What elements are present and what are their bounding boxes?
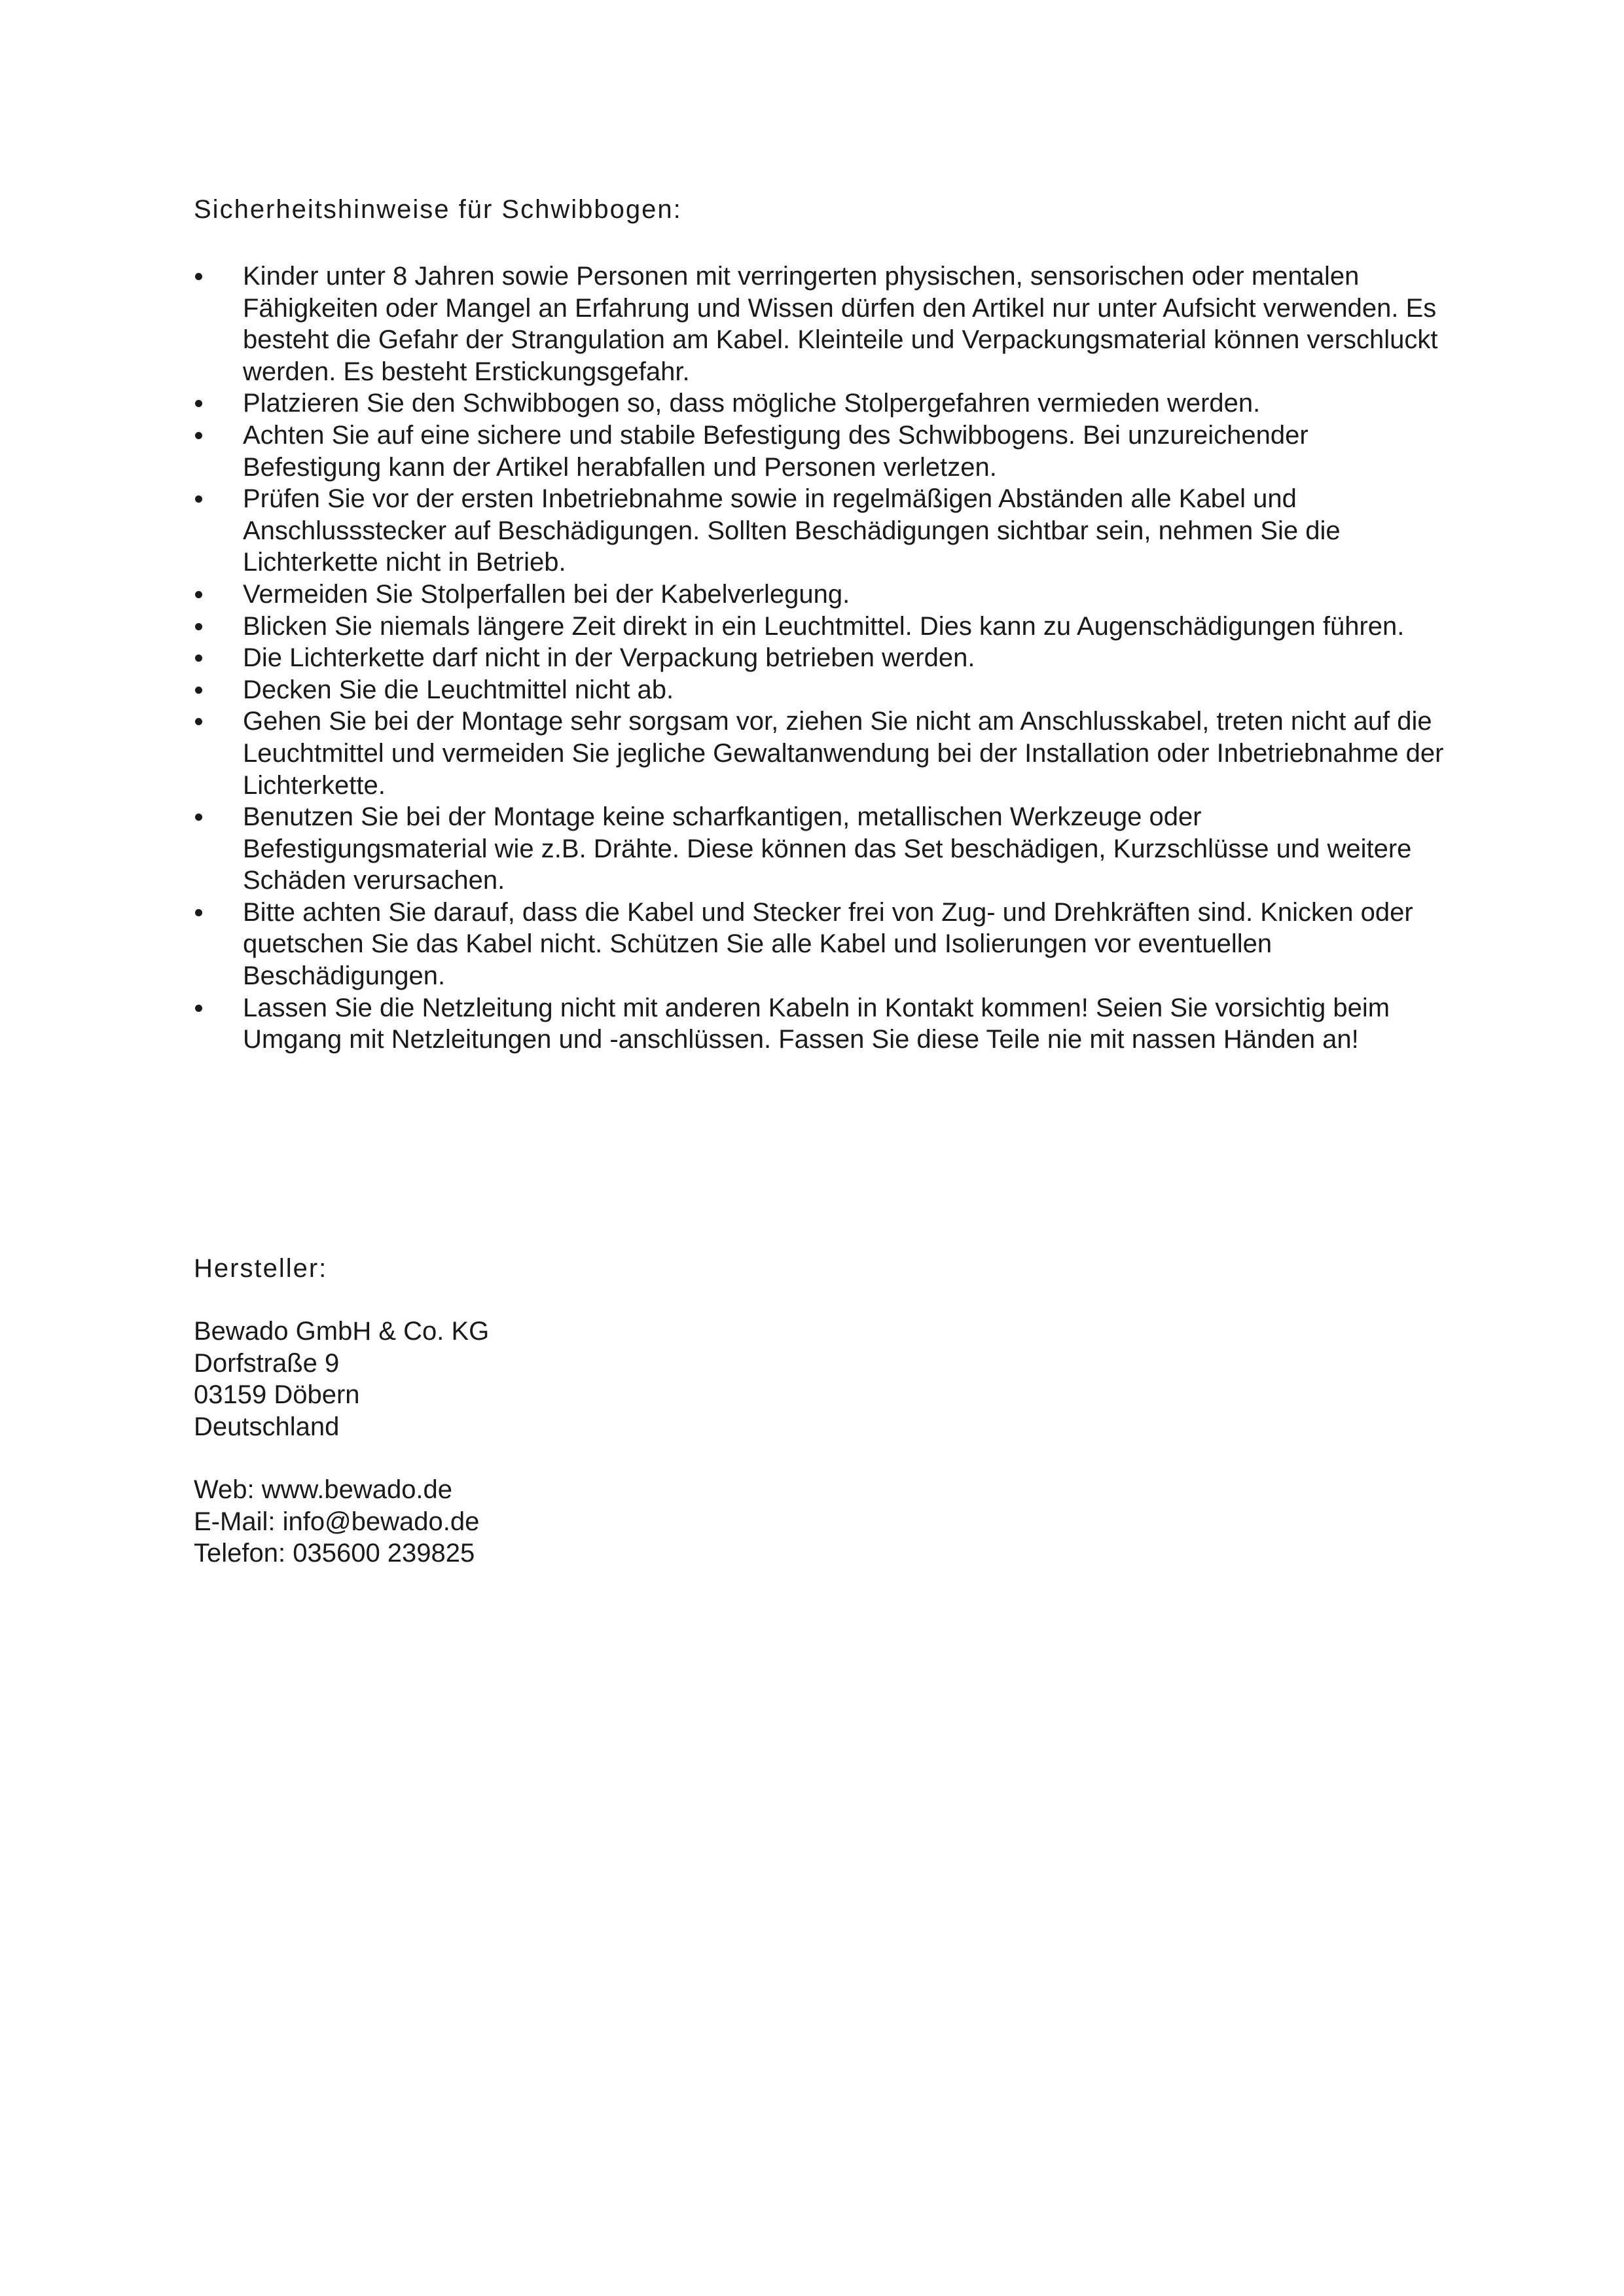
safety-list [194,260,1451,1056]
bullet-icon [195,814,202,821]
bullet-icon [195,623,202,630]
country: Deutschland [194,1412,340,1441]
list-item-text: Kinder unter 8 Jahren sowie Personen mit verringerten physischen, sensorischen oder mentalen Fähigkeiten oder Mangel an Erfahrung und Wissen dürfen den Artikel nur unter Aufsicht verwenden. Es besteht die Gefahr der Strangulation am Kabel. Kleinteile und Verpackungsmaterial können verschluckt werden. Es besteht Erstickungsgefahr. [243,262,1438,386]
list-item-text: Blicken Sie niemals längere Zeit direkt in ein Leuchtmittel. Dies kann zu Augenschädigungen führen. [243,611,1405,641]
bullet-icon [195,495,202,503]
list-item [194,801,1451,897]
list-item [194,706,1451,801]
phone-line: Telefon: 035600 239825 [194,1539,475,1568]
bullet-icon [195,1005,202,1012]
list-item [194,611,1451,643]
manufacturer-contact [194,1474,479,1570]
list-item [194,387,1451,420]
list-item-text: Die Lichterkette darf nicht in der Verpackung betrieben werden. [243,643,975,673]
list-item [194,260,1451,387]
postal-city: 03159 Döbern [194,1380,360,1410]
bullet-icon [195,591,202,598]
list-item [194,674,1451,706]
bullet-icon [195,909,202,916]
list-item-text: Prüfen Sie vor der ersten Inbetriebnahme sowie in regelmäßigen Abständen alle Kabel und Anschlussstecker auf Beschädigungen. Sollten Beschädigungen sichtbar sein, nehmen Sie die Lichterkette nicht in Betrieb. [243,484,1341,577]
bullet-icon [195,400,202,407]
list-item [194,483,1451,579]
list-item-text: Vermeiden Sie Stolperfallen bei der Kabelverlegung. [243,579,850,609]
list-item-text: Bitte achten Sie darauf, dass die Kabel und Stecker frei von Zug- und Drehkräften sind. Knicken oder quetschen Sie das Kabel nicht. Schützen Sie alle Kabel und Isolierungen vor eventuellen Beschädigungen. [243,897,1413,991]
list-item [194,579,1451,611]
list-item [194,897,1451,992]
web-line: Web: www.bewado.de [194,1475,453,1504]
list-item [194,420,1451,483]
company-name: Bewado GmbH & Co. KG [194,1317,490,1346]
list-item-text: Benutzen Sie bei der Montage keine scharfkantigen, metallischen Werkzeuge oder Befestigungsmaterial wie z.B. Drähte. Diese können das Set beschädigen, Kurzschlüsse und weitere Schäden verursachen. [243,802,1412,895]
list-item-text: Platzieren Sie den Schwibbogen so, dass mögliche Stolpergefahren vermieden werden. [243,389,1261,418]
bullet-icon [195,273,202,280]
street-address: Dorfstraße 9 [194,1348,340,1378]
manufacturer-address [194,1316,489,1443]
email-line: E-Mail: info@bewado.de [194,1507,480,1536]
list-item-text: Gehen Sie bei der Montage sehr sorgsam vor, ziehen Sie nicht am Anschlusskabel, treten nicht auf die Leuchtmittel und vermeiden Sie jegliche Gewaltanwendung bei der Installation oder Inbetriebnahme der Lichterkette. [243,707,1444,800]
bullet-icon [195,432,202,439]
safety-heading: Sicherheitshinweise für Schwibbogen: [194,195,682,224]
bullet-icon [195,687,202,694]
manufacturer-heading: Hersteller: [194,1254,328,1283]
list-item-text: Achten Sie auf eine sichere und stabile Befestigung des Schwibbogens. Bei unzureichender Befestigung kann der Artikel herabfallen und Personen verletzen. [243,420,1308,482]
list-item [194,992,1451,1056]
list-item-text: Lassen Sie die Netzleitung nicht mit anderen Kabeln in Kontakt kommen! Seien Sie vorsichtig beim Umgang mit Netzleitungen und -anschlüssen. Fassen Sie diese Teile nie mit nassen Händen an! [243,993,1390,1054]
bullet-icon [195,718,202,725]
list-item-text: Decken Sie die Leuchtmittel nicht ab. [243,675,674,704]
list-item [194,642,1451,674]
bullet-icon [195,655,202,662]
